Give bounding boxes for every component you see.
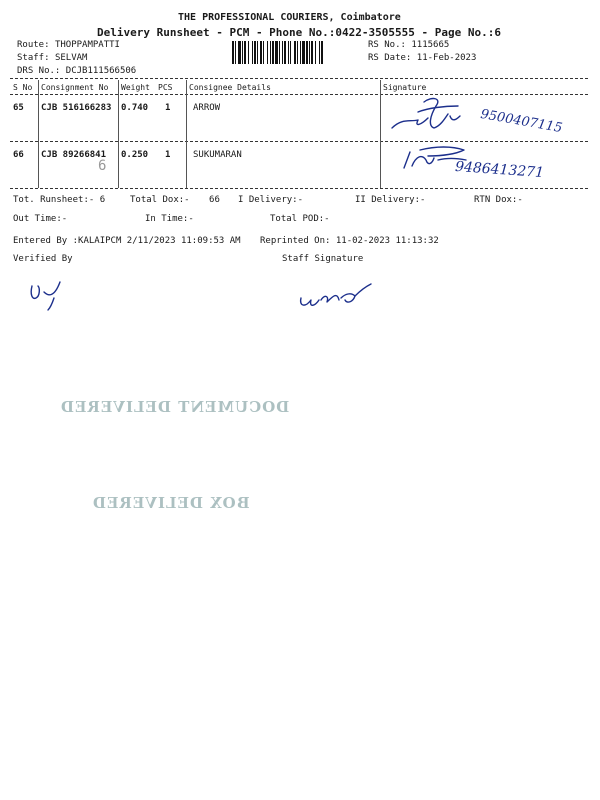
col-header-pcs: PCS [158,83,173,92]
recipient-signature [388,90,468,140]
table-header-rule [10,94,588,95]
col-header-consignment: Consignment No [41,83,109,92]
barcode-bar [290,41,291,64]
route-field [17,40,120,50]
barcode-bar [267,41,268,64]
row-consignee: ARROW [193,103,221,113]
reprinted-on: Reprinted On: 11-02-2023 11:13:32 [260,236,439,246]
total-dox-value: 66 [209,195,220,205]
barcode-bar [257,41,258,64]
drs-value: DCJB111566506 [65,66,137,76]
rs-no-label: RS No.: [368,40,406,50]
col-header-sno: S No [13,83,33,92]
total-pod: Total POD:- [270,214,330,224]
barcode-bar [302,41,305,64]
total-runsheet: Tot. Runsheet:- 6 [13,195,106,205]
barcode-bar [272,41,274,64]
col-divider [118,80,119,188]
row-weight: 0.250 [121,150,149,160]
col-divider [38,80,39,188]
table-bottom-rule [10,188,588,189]
barcode-bar [248,41,249,64]
second-delivery: II Delivery:- [355,195,426,205]
company-name: THE PROFESSIONAL COURIERS, Coimbatore [178,12,401,23]
barcode-bar [254,41,256,64]
staff-label: Staff: [17,53,50,63]
col-header-weight: Weight [121,83,150,92]
barcode-bar [288,41,289,64]
barcode-bar [244,41,246,64]
route-value: THOPPAMPATTI [54,40,120,50]
barcode-bar [309,41,310,64]
document-delivered-stamp: DOCUMENT DELIVERED [60,398,290,416]
page-title: Delivery Runsheet - PCM - Phone No.:0422-3505555 - Page No.:6 [97,26,501,39]
barcode-bar [232,41,234,64]
route-label: Route: [17,40,50,50]
rs-date-field [368,53,476,63]
table-top-rule [10,78,588,79]
rs-no-value: 1115665 [411,40,450,50]
row-pcs: 1 [165,150,171,160]
phone-handwritten: 9500407115 [479,106,564,137]
row-consignment: CJB 516166283 [41,103,112,113]
barcode-bar [270,41,271,64]
barcode-bar [284,41,286,64]
verifier-signature [26,278,66,312]
col-divider [186,80,187,188]
barcode-bar [294,41,296,64]
verified-by: Verified By [13,254,73,264]
barcode-bar [252,41,253,64]
row-sno: 65 [13,103,24,113]
barcode-bar [282,41,283,64]
row-consignee: SUKUMARAN [193,150,242,160]
entered-by: Entered By :KALAIPCM 2/11/2023 11:09:53 AM [13,236,241,246]
row-pcs: 1 [165,103,171,113]
staff-signature [295,278,375,312]
in-time: In Time:- [145,214,194,224]
barcode-bar [300,41,301,64]
rs-date-label: RS Date: [368,53,412,63]
barcode-bar [279,41,280,64]
total-dox-label: Total Dox:- [130,195,190,205]
row-consignment: CJB 89266841 [41,150,107,160]
barcode-bar [306,41,308,64]
drs-label: DRS No.: [17,66,61,76]
barcode-bar [321,41,323,64]
box-delivered-stamp: BOX DELIVERED [92,494,250,512]
row-separator [10,141,588,142]
barcode-bar [263,41,264,64]
row-sno: 66 [13,150,24,160]
total-dox [130,195,220,205]
out-time: Out Time:- [13,214,68,224]
barcode-bar [260,41,262,64]
barcode [232,41,357,64]
drs-field [17,66,136,76]
col-divider [380,80,381,188]
barcode-bar [311,41,313,64]
staff-value: SELVAM [54,53,88,63]
row-weight: 0.740 [121,103,149,113]
barcode-bar [319,41,320,64]
phone-handwritten: 9486413271 [454,158,545,182]
barcode-bar [238,41,241,64]
rs-date-value: 11-Feb-2023 [416,53,477,63]
barcode-bar [315,41,316,64]
barcode-bar [235,41,236,64]
col-header-signature: Signature [383,83,427,92]
barcode-bar [275,41,278,64]
barcode-bar [242,41,243,64]
first-delivery: I Delivery:- [238,195,304,205]
staff-field [17,53,87,63]
col-header-consignee: Consignee Details [189,83,271,92]
rtn-dox: RTN Dox:- [474,195,523,205]
rs-no-field [368,40,449,50]
barcode-bar [297,41,298,64]
pencil-mark: 6 [98,158,107,174]
staff-signature-label: Staff Signature [282,254,364,264]
